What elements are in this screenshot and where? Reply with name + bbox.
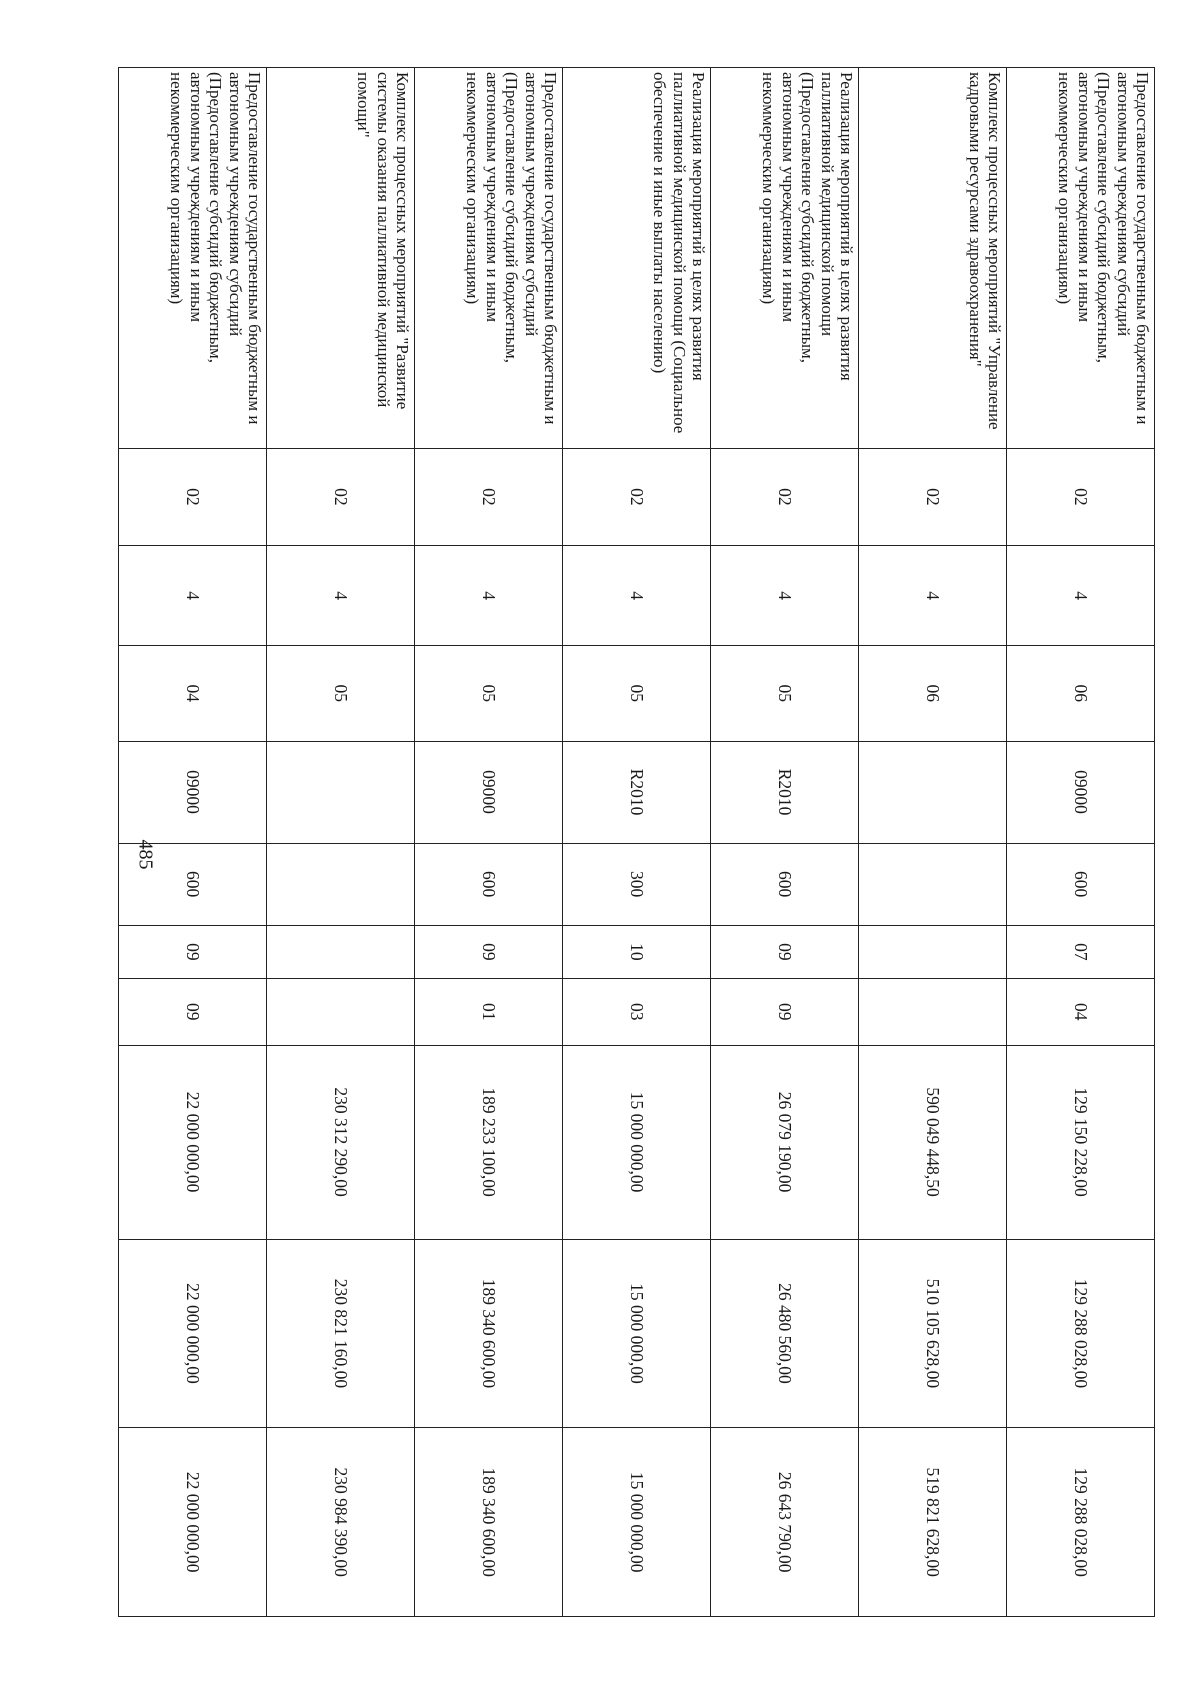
program-cell: 02 xyxy=(415,448,563,546)
value-1-cell: 15 000 000,00 xyxy=(563,1045,711,1239)
value-2-cell: 230 821 160,00 xyxy=(267,1239,415,1428)
section-cell: 09 xyxy=(119,925,267,978)
value-3-cell: 230 984 390,00 xyxy=(267,1428,415,1617)
type-cell: 4 xyxy=(1007,546,1155,646)
program-cell: 02 xyxy=(119,448,267,546)
program-cell: 02 xyxy=(711,448,859,546)
type-cell: 4 xyxy=(563,546,711,646)
section-sub-cell: 01 xyxy=(415,978,563,1045)
row-name-cell: Реализация мероприятий в целях развития паллиативной медицинской помощи (Предоставление субсидий бюджетным, автономным учреждениям и иным некоммерческим организациям) xyxy=(711,68,859,449)
row-name-cell: Комплекс процессных мероприятий "Управление кадровыми ресурсами здравоохранения" xyxy=(859,68,1007,449)
section-sub-cell xyxy=(267,978,415,1045)
row-name-cell: Предоставление государственным бюджетным и автономным учреждениям субсидий (Предоставление субсидий бюджетным, автономным учреждениям и иным некоммерческим организациям) xyxy=(119,68,267,449)
value-2-cell: 26 480 560,00 xyxy=(711,1239,859,1428)
type-cell: 4 xyxy=(415,546,563,646)
section-cell xyxy=(267,925,415,978)
value-3-cell: 26 643 790,00 xyxy=(711,1428,859,1617)
budget-table xyxy=(118,67,1155,1617)
program-cell: 02 xyxy=(1007,448,1155,546)
section-sub-cell: 03 xyxy=(563,978,711,1045)
value-2-cell: 510 105 628,00 xyxy=(859,1239,1007,1428)
direction-cell xyxy=(267,741,415,843)
value-1-cell: 22 000 000,00 xyxy=(119,1045,267,1239)
section-cell: 09 xyxy=(711,925,859,978)
expense-type-cell: 300 xyxy=(563,843,711,925)
table-row xyxy=(711,68,859,1617)
value-2-cell: 189 340 600,00 xyxy=(415,1239,563,1428)
expense-type-cell: 600 xyxy=(711,843,859,925)
row-name-cell: Комплекс процессных мероприятий "Развитие системы оказания паллиативной медицинской помощи" xyxy=(267,68,415,449)
type-cell: 4 xyxy=(711,546,859,646)
complex-cell: 05 xyxy=(267,646,415,741)
row-name-cell: Реализация мероприятий в целях развития паллиативной медицинской помощи (Социальное обеспечение и иные выплаты населению) xyxy=(563,68,711,449)
section-sub-cell: 04 xyxy=(1007,978,1155,1045)
table-body xyxy=(119,68,1155,1617)
direction-cell: 09000 xyxy=(415,741,563,843)
direction-cell: 09000 xyxy=(1007,741,1155,843)
section-sub-cell: 09 xyxy=(711,978,859,1045)
value-3-cell: 22 000 000,00 xyxy=(119,1428,267,1617)
row-name-cell: Предоставление государственным бюджетным и автономным учреждениям субсидий (Предоставление субсидий бюджетным, автономным учреждениям и иным некоммерческим организациям) xyxy=(415,68,563,449)
table-row xyxy=(415,68,563,1617)
complex-cell: 06 xyxy=(859,646,1007,741)
page-number: 485 xyxy=(134,839,157,870)
direction-cell: R2010 xyxy=(711,741,859,843)
expense-type-cell: 600 xyxy=(415,843,563,925)
program-cell: 02 xyxy=(563,448,711,546)
section-sub-cell: 09 xyxy=(119,978,267,1045)
program-cell: 02 xyxy=(859,448,1007,546)
complex-cell: 05 xyxy=(563,646,711,741)
value-1-cell: 230 312 290,00 xyxy=(267,1045,415,1239)
complex-cell: 06 xyxy=(1007,646,1155,741)
table-row xyxy=(267,68,415,1617)
direction-cell xyxy=(859,741,1007,843)
section-sub-cell xyxy=(859,978,1007,1045)
type-cell: 4 xyxy=(267,546,415,646)
value-2-cell: 129 288 028,00 xyxy=(1007,1239,1155,1428)
section-cell: 10 xyxy=(563,925,711,978)
type-cell: 4 xyxy=(119,546,267,646)
direction-cell: R2010 xyxy=(563,741,711,843)
complex-cell: 05 xyxy=(415,646,563,741)
value-2-cell: 15 000 000,00 xyxy=(563,1239,711,1428)
value-3-cell: 15 000 000,00 xyxy=(563,1428,711,1617)
expense-type-cell xyxy=(859,843,1007,925)
value-1-cell: 26 079 190,00 xyxy=(711,1045,859,1239)
type-cell: 4 xyxy=(859,546,1007,646)
table-row xyxy=(119,68,267,1617)
table-row xyxy=(1007,68,1155,1617)
complex-cell: 04 xyxy=(119,646,267,741)
value-3-cell: 519 821 628,00 xyxy=(859,1428,1007,1617)
table-row xyxy=(859,68,1007,1617)
value-3-cell: 189 340 600,00 xyxy=(415,1428,563,1617)
value-1-cell: 129 150 228,00 xyxy=(1007,1045,1155,1239)
section-cell: 07 xyxy=(1007,925,1155,978)
row-name-cell: Предоставление государственным бюджетным и автономным учреждениям субсидий (Предоставление субсидий бюджетным, автономным учреждениям и иным некоммерческим организациям) xyxy=(1007,68,1155,449)
expense-type-cell: 600 xyxy=(1007,843,1155,925)
value-1-cell: 189 233 100,00 xyxy=(415,1045,563,1239)
section-cell xyxy=(859,925,1007,978)
table-row xyxy=(563,68,711,1617)
complex-cell: 05 xyxy=(711,646,859,741)
program-cell: 02 xyxy=(267,448,415,546)
direction-cell: 09000 xyxy=(119,741,267,843)
budget-table-frame xyxy=(118,67,1158,1577)
value-3-cell: 129 288 028,00 xyxy=(1007,1428,1155,1617)
section-cell: 09 xyxy=(415,925,563,978)
value-1-cell: 590 049 448,50 xyxy=(859,1045,1007,1239)
expense-type-cell: 600 xyxy=(119,843,267,925)
expense-type-cell xyxy=(267,843,415,925)
value-2-cell: 22 000 000,00 xyxy=(119,1239,267,1428)
